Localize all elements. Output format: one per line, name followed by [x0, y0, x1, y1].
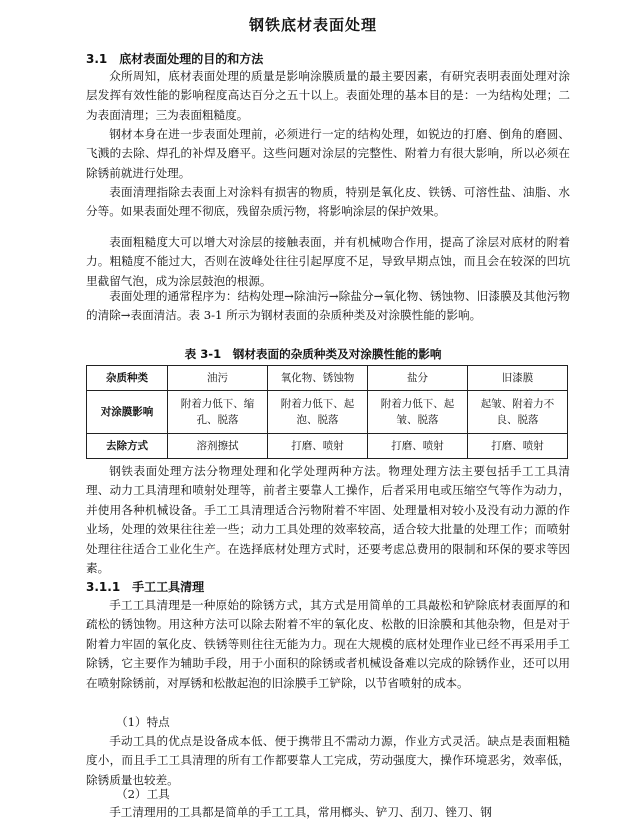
- table-cell: 对涂膜影响: [87, 391, 168, 434]
- paragraph-surface-cleaning: 表面清理指除去表面上对涂料有损害的物质，特别是氧化皮、铁锈、可溶性盐、油脂、水分等。如果表面处理不彻底，残留杂质污物，将影响涂层的保护效果。: [86, 185, 570, 219]
- table-cell: 溶剂擦拭: [168, 434, 268, 459]
- table-cell: 去除方式: [87, 434, 168, 459]
- paragraph-purpose: 众所周知，底材表面处理的质量是影响涂膜质量的最主要因素，有研究表明表面处理对涂层发挥有效性能的影响程度高达百分之五十以上。表面处理的基本目的是：一为结构处理；二为表面清理；三为表面粗糙度。: [86, 69, 570, 122]
- table-header-cell: 氧化物、锈蚀物: [268, 366, 368, 391]
- table-cell: 附着力低下、起皱、脱落: [368, 391, 468, 434]
- impurity-table: [86, 365, 568, 459]
- paragraph-tools: 手工清理用的工具都是简单的手工工具，常用榔头、铲刀、刮刀、锉刀、钢: [109, 805, 492, 819]
- paragraph-features: 手动工具的优点是设备成本低、便于携带且不需动力源，作业方式灵活。缺点是表面粗糙度小，而且手工工具清理的所有工作都要靠人工完成，劳动强度大，操作环境恶劣，效率低，除锈质量也较差。: [86, 734, 570, 787]
- paragraph-manual-cleaning: 手工工具清理是一种原始的除锈方式，其方式是用简单的工具敲松和铲除底材表面厚的和疏松的锈蚀物。用这种方法可以除去附着不牢的氧化皮、松散的旧涂膜和其他杂物，但是对于附着力牢固的氧化皮、铁锈等则往往无能为力。现在大规模的底材处理作业已经不再采用手工除锈，它主要作为辅助手段，用于小面积的除锈或者机械设备难以完成的除锈作业，还可以用在喷射除锈前，对厚锈和松散起泡的旧涂膜手工铲除，以节省喷射的成本。: [86, 598, 570, 690]
- document-title: 钢铁底材表面处理: [248, 16, 377, 34]
- subheading-features: （1）特点: [116, 715, 170, 729]
- subheading-tools: （2）工具: [116, 787, 170, 801]
- paragraph-procedure: 表面处理的通常程序为：结构处理→除油污→除盐分→氧化物、锈蚀物、旧漆膜及其他污物的清除→表面清洁。表 3-1 所示为钢材表面的杂质种类及对涂膜性能的影响。: [86, 289, 570, 323]
- paragraph-structural-treatment: 钢材本身在进一步表面处理前，必须进行一定的结构处理，如锐边的打磨、倒角的磨圆、飞溅的去除、焊孔的补焊及磨平。这些问题对涂层的完整性、附着力有很大影响，所以必须在除锈前就进行处理。: [86, 127, 570, 180]
- table-cell: 打磨、喷射: [368, 434, 468, 459]
- table-caption: 表 3-1 钢材表面的杂质种类及对涂膜性能的影响: [184, 347, 442, 361]
- table-cell: 打磨、喷射: [268, 434, 368, 459]
- table-cell: 附着力低下、起泡、脱落: [268, 391, 368, 434]
- table-header-cell: 盐分: [368, 366, 468, 391]
- table-header-row: [87, 366, 568, 391]
- paragraph-treatment-methods: 钢铁表面处理方法分物理处理和化学处理两种方法。物理处理方法主要包括手工工具清理、动力工具清理和喷射处理等，前者主要靠人工操作，后者采用电或压缩空气等作为动力，并使用各种机械设备。手工工具清理适合污物附着不牢固、处理量相对较小及没有动力源的作业场，处理的效果往往差一些；动力工具处理的效率较高，适合较大批量的处理工作；而喷射处理往往适合工业化生产。在选择底材处理方式时，还要考虑总费用的限制和环保的要求等因素。: [86, 464, 570, 576]
- table-row: [87, 391, 568, 434]
- table-header-cell: 油污: [168, 366, 268, 391]
- table-cell: 起皱、附着力不良、脱落: [468, 391, 568, 434]
- table-header-cell: 旧漆膜: [468, 366, 568, 391]
- table-cell: 打磨、喷射: [468, 434, 568, 459]
- paragraph-roughness: 表面粗糙度大可以增大对涂层的接触表面，并有机械吻合作用，提高了涂层对底材的附着力。粗糙度不能过大，否则在波峰处往往引起厚度不足，导致早期点蚀，而且会在较深的凹坑里截留气泡，成为涂层鼓泡的根源。: [86, 235, 570, 288]
- section-heading-3-1: 3.1 底材表面处理的目的和方法: [86, 52, 264, 66]
- table-row: [87, 434, 568, 459]
- section-heading-3-1-1: 3.1.1 手工工具清理: [86, 580, 205, 594]
- table-header-cell: 杂质种类: [87, 366, 168, 391]
- table-cell: 附着力低下、缩孔、脱落: [168, 391, 268, 434]
